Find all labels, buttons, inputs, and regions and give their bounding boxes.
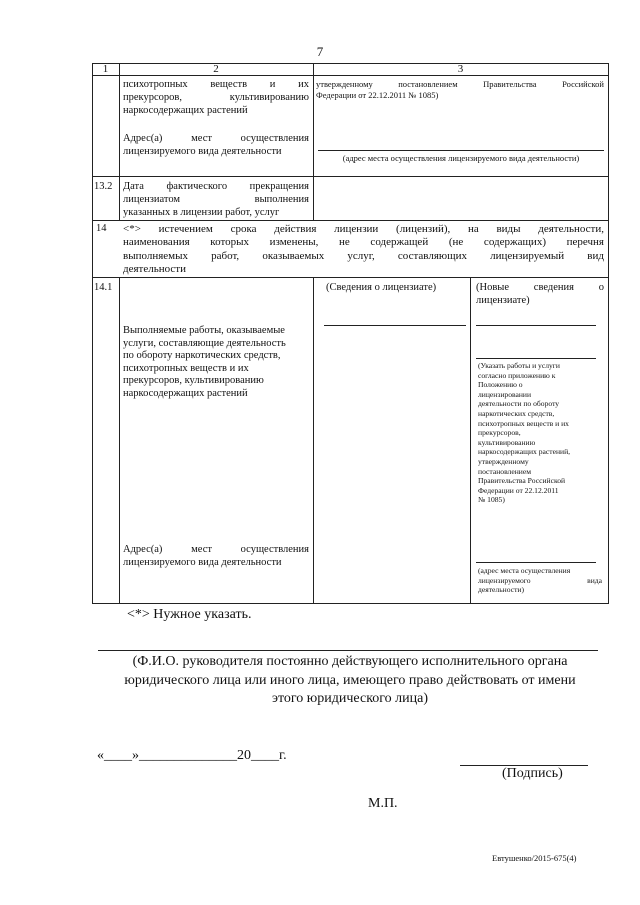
works-label-line: наркосодержащих растений <box>123 387 248 399</box>
works-hint-line: прекурсоров, <box>478 428 521 438</box>
works-label-line: психотропных веществ и их <box>123 362 249 374</box>
row-number: 13.2 <box>94 181 113 192</box>
licensee-fill-line <box>324 325 466 326</box>
row-number: 14.1 <box>94 282 113 293</box>
table-right-border <box>608 63 609 604</box>
row-14-text: выполняемых работ, оказываемых услуг, составляющих лицензируемый вид <box>123 250 604 262</box>
works-hint-line: (Указать работы и услуги <box>478 361 560 370</box>
signature-label: (Подпись) <box>502 766 563 781</box>
signatory-caption: юридического лица или иного лица, имеющего право действовать от имени <box>124 673 576 688</box>
address-fill-line <box>476 562 596 563</box>
table-left-border <box>92 63 93 604</box>
row-14-1-address-label: Адрес(а) мест осуществления <box>123 544 309 555</box>
row-border <box>92 277 609 278</box>
address-hint-line: лицензируемого вида <box>478 575 602 585</box>
works-fill-line <box>476 358 596 359</box>
new-info-label: лицензиате) <box>476 295 530 306</box>
works-hint-line: согласно приложению к <box>478 370 556 380</box>
cont-col3-line: утвержденному постановлением Правительства Российской <box>316 79 604 89</box>
cont-col2-line: психотропных веществ и их <box>123 79 309 90</box>
row-14-text: <*> истечением срока действия лицензии (лицензий), на виды деятельности, <box>123 223 604 235</box>
cont-address-label: Адрес(а) мест осуществления <box>123 133 309 144</box>
works-hint-line: психотропных веществ и их <box>478 418 569 428</box>
row-14-1-address-label: лицензируемого вида деятельности <box>123 557 282 568</box>
works-hint-line: утвержденному <box>478 456 529 466</box>
works-hint-line: наркосодержащих растений, <box>478 447 571 457</box>
header-col-1: 1 <box>102 63 109 75</box>
new-info-fill-line <box>476 325 596 326</box>
cont-col2-line: наркосодержащих растений <box>123 105 248 116</box>
works-hint-line: № 1085) <box>478 495 505 505</box>
works-hint-line: деятельности по обороту <box>478 399 560 409</box>
works-label-line: Выполняемые работы, оказываемые <box>123 325 285 336</box>
table-bottom-border <box>92 603 609 604</box>
cont-address-label: лицензируемого вида деятельности <box>123 146 282 157</box>
row-14-text: наименования которых изменены, не содержащей (не содержащих) перечня <box>123 236 604 248</box>
works-hint-line: постановлением <box>478 466 532 476</box>
address-hint <box>478 566 602 595</box>
works-hint-line: культивированию <box>478 437 536 447</box>
col-divider <box>119 277 120 604</box>
date-line: «____»______________20____г. <box>97 748 287 763</box>
page-number: 7 <box>316 44 324 59</box>
address-fill-line <box>318 150 604 151</box>
signatory-fill-line <box>98 650 598 651</box>
cont-col2-line: прекурсоров, культивированию <box>123 92 309 103</box>
row-13-2-text: Дата фактического прекращения <box>123 181 309 192</box>
signatory-caption: этого юридического лица) <box>271 691 429 706</box>
works-hint-line: Правительства Российской <box>478 476 566 486</box>
col-divider <box>119 63 120 220</box>
document-code: Евтушенко/2015-675(4) <box>492 853 577 863</box>
row-14-text: деятельности <box>123 263 186 275</box>
works-hint <box>478 361 606 505</box>
address-hint-line: (адрес места осуществления <box>478 566 571 575</box>
licensee-info-label: (Сведения о лицензиате) <box>326 282 437 293</box>
row-border <box>92 176 609 177</box>
row-13-2-text: лицензиатом выполнения <box>123 194 309 205</box>
works-label-line: по обороту наркотических средств, <box>123 350 281 361</box>
cont-address-hint: (адрес места осуществления лицензируемого вида деятельности) <box>342 153 580 163</box>
works-label <box>123 325 311 400</box>
works-hint-line: Федерации от 22.12.2011 <box>478 485 559 495</box>
header-col-2: 2 <box>213 63 219 75</box>
works-label-line: прекурсоров, культивированию <box>123 375 264 386</box>
works-label-line: услуги, составляющие деятельность <box>123 337 286 349</box>
cont-col3-line: Федерации от 22.12.2011 № 1085) <box>316 90 439 100</box>
row-13-2-text: указанных в лицензии работ, услуг <box>123 207 280 218</box>
signatory-caption: (Ф.И.О. руководителя постоянно действующего исполнительного органа <box>132 654 568 669</box>
works-hint-line: наркотических средств, <box>478 408 555 418</box>
col-divider <box>313 277 314 604</box>
address-hint-line: деятельности) <box>478 585 525 595</box>
works-hint-line: Положению о <box>478 380 523 390</box>
col-divider <box>470 277 471 604</box>
stamp-label: М.П. <box>368 796 398 811</box>
row-number: 14 <box>96 223 107 234</box>
row-border <box>92 220 609 221</box>
works-hint-line: лицензировании <box>478 389 532 399</box>
header-col-3: 3 <box>457 63 464 75</box>
footnote: <*> Нужное указать. <box>127 607 252 622</box>
col-divider <box>313 63 314 220</box>
new-info-label: (Новые сведения о <box>476 282 604 293</box>
